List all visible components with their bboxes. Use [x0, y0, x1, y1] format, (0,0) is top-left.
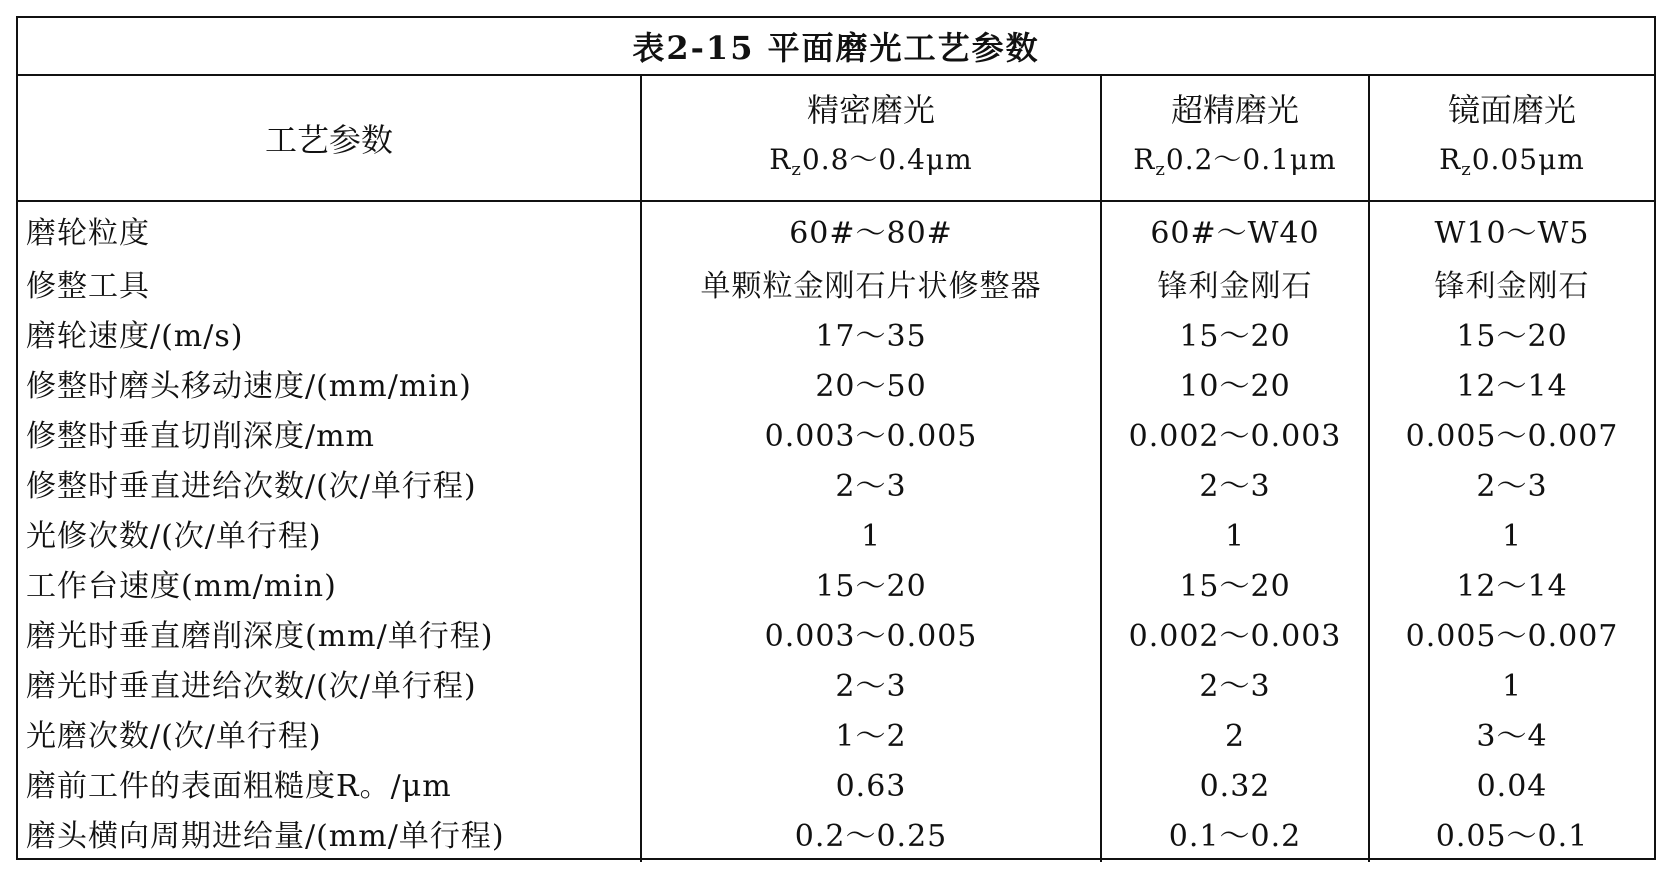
- parameter-value-cell: 15～20: [1101, 562, 1369, 612]
- column-name: 超精磨光: [1170, 91, 1299, 129]
- parameter-value-cell: 12～14: [1369, 362, 1654, 412]
- parameter-value-cell: 15～20: [641, 562, 1101, 612]
- header-row: [18, 76, 1654, 201]
- parameter-name-cell: 磨光时垂直磨削深度(mm/单行程): [26, 619, 494, 654]
- parameter-value-cell: 单颗粒金刚石片状修整器: [641, 262, 1101, 312]
- header-column-ultra-precision: [1101, 76, 1369, 201]
- parameter-table-sheet: [16, 16, 1656, 860]
- parameter-name-cell: 磨光时垂直进给次数/(次/单行程): [26, 669, 477, 704]
- parameter-value-cell: 15～20: [1369, 312, 1654, 362]
- parameter-name-cell: 光修次数/(次/单行程): [26, 519, 322, 554]
- table-row: [18, 262, 1654, 312]
- column-name: 精密磨光: [806, 91, 935, 129]
- parameter-value-cell: 0.005～0.007: [1369, 412, 1654, 462]
- parameter-name-cell: 磨轮粒度: [26, 216, 150, 251]
- table-row: [18, 512, 1654, 562]
- parameter-value-cell: 1: [1369, 512, 1654, 562]
- parameter-value-cell: 1: [641, 512, 1101, 562]
- parameter-value-cell: 3～4: [1369, 712, 1654, 762]
- table-row: [18, 412, 1654, 462]
- parameter-value-cell: 0.63: [641, 762, 1101, 812]
- parameter-value-cell: 锋利金刚石: [1101, 262, 1369, 312]
- parameter-value-cell: 2～3: [641, 662, 1101, 712]
- parameter-name-cell: 修整时磨头移动速度/(mm/min): [26, 369, 472, 404]
- parameter-name-cell: 磨轮速度/(m/s): [26, 319, 244, 354]
- parameter-value-cell: 0.2～0.25: [641, 812, 1101, 862]
- parameter-value-cell: 60#～80#: [641, 201, 1101, 262]
- column-name: 镜面磨光: [1447, 91, 1576, 129]
- parameter-value-cell: 60#～W40: [1101, 201, 1369, 262]
- parameter-name-cell: 修整时垂直进给次数/(次/单行程): [26, 469, 477, 504]
- parameter-value-cell: 0.1～0.2: [1101, 812, 1369, 862]
- parameter-value-cell: 锋利金刚石: [1369, 262, 1654, 312]
- parameter-value-cell: W10～W5: [1369, 201, 1654, 262]
- table-row: [18, 362, 1654, 412]
- parameter-value-cell: 2～3: [1369, 462, 1654, 512]
- header-column-precision: [641, 76, 1101, 201]
- parameter-value-cell: 12～14: [1369, 562, 1654, 612]
- parameter-value-cell: 2～3: [1101, 462, 1369, 512]
- parameter-value-cell: 0.002～0.003: [1101, 612, 1369, 662]
- parameter-value-cell: 2: [1101, 712, 1369, 762]
- table-row: [18, 462, 1654, 512]
- parameter-value-cell: 0.32: [1101, 762, 1369, 812]
- parameter-value-cell: 1: [1101, 512, 1369, 562]
- parameter-value-cell: 0.005～0.007: [1369, 612, 1654, 662]
- table-row: [18, 201, 1654, 262]
- table-row: [18, 662, 1654, 712]
- table-title: 表2-15 平面磨光工艺参数: [18, 18, 1654, 76]
- process-parameter-table: [18, 76, 1654, 862]
- parameter-name-cell: 磨头横向周期进给量/(mm/单行程): [26, 819, 505, 854]
- column-roughness: $R_z0.8\sim 0.4\mu m$: [769, 143, 973, 180]
- parameter-value-cell: 0.04: [1369, 762, 1654, 812]
- table-row: [18, 612, 1654, 662]
- parameter-name-cell: 工作台速度(mm/min): [26, 569, 337, 604]
- table-row: [18, 312, 1654, 362]
- parameter-value-cell: 0.05～0.1: [1369, 812, 1654, 862]
- parameter-name-cell: 磨前工件的表面粗糙度R。/μm: [26, 769, 452, 804]
- column-roughness: $R_z0.2\sim 0.1\mu m$: [1133, 143, 1337, 180]
- parameter-value-cell: 1: [1369, 662, 1654, 712]
- table-row: [18, 712, 1654, 762]
- table-row: [18, 562, 1654, 612]
- parameter-value-cell: 0.002～0.003: [1101, 412, 1369, 462]
- parameter-value-cell: 15～20: [1101, 312, 1369, 362]
- parameter-value-cell: 10～20: [1101, 362, 1369, 412]
- header-param-label: 工艺参数: [18, 76, 641, 201]
- parameter-name-cell: 修整时垂直切削深度/mm: [26, 419, 376, 454]
- table-body: [18, 201, 1654, 862]
- parameter-name-cell: 光磨次数/(次/单行程): [26, 719, 322, 754]
- parameter-value-cell: 2～3: [1101, 662, 1369, 712]
- parameter-value-cell: 17～35: [641, 312, 1101, 362]
- parameter-value-cell: 0.003～0.005: [641, 412, 1101, 462]
- table-row: [18, 812, 1654, 862]
- header-column-mirror: [1369, 76, 1654, 201]
- parameter-name-cell: 修整工具: [26, 269, 150, 304]
- parameter-value-cell: 20～50: [641, 362, 1101, 412]
- parameter-value-cell: 0.003～0.005: [641, 612, 1101, 662]
- parameter-value-cell: 1～2: [641, 712, 1101, 762]
- parameter-value-cell: 2～3: [641, 462, 1101, 512]
- table-row: [18, 762, 1654, 812]
- column-roughness: $R_z0.05\mu m$: [1439, 143, 1585, 180]
